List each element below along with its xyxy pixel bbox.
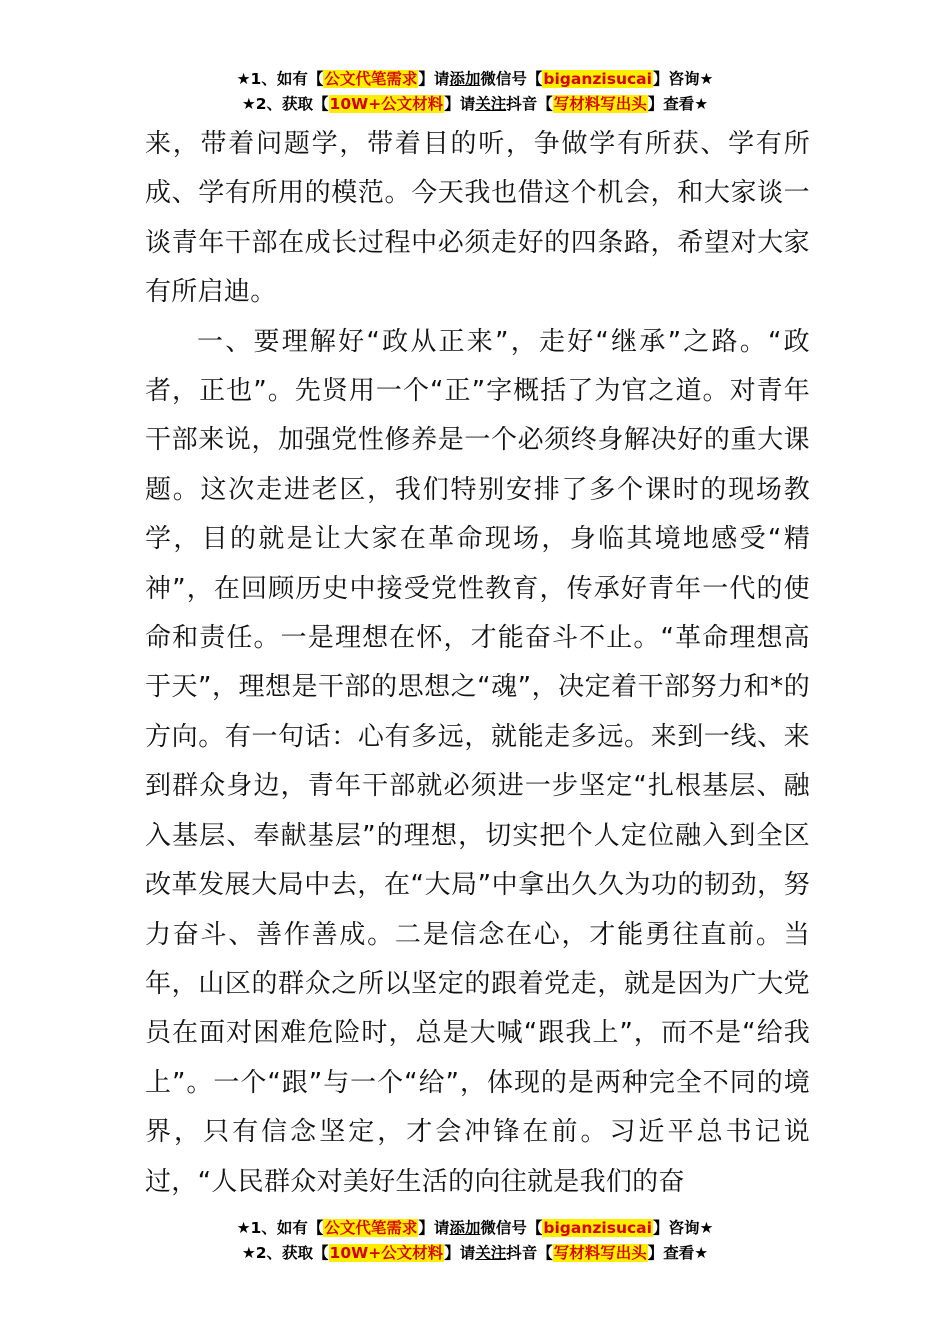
banner-underlined-text: 关注 — [475, 95, 507, 113]
banner-text: 】查看★ — [647, 95, 709, 113]
banner-wechat-id: biganzisucai — [543, 70, 652, 88]
banner-text: ★1、如有【 — [236, 70, 324, 88]
banner-text: 】请 — [418, 1219, 450, 1237]
document-body — [145, 120, 810, 1207]
banner-line-1 — [0, 1216, 950, 1241]
banner-highlight: 10W+公文材料 — [329, 1244, 444, 1262]
banner-text: 】咨询★ — [652, 1219, 714, 1237]
banner-text: ★1、如有【 — [236, 1219, 324, 1237]
banner-line-1 — [0, 67, 950, 92]
banner-wechat-id: biganzisucai — [543, 1219, 652, 1237]
banner-line-2 — [0, 1241, 950, 1266]
banner-underlined-text: 添加 — [449, 70, 481, 88]
banner-text: 】查看★ — [647, 1244, 709, 1262]
banner-text: 抖音【 — [506, 1244, 553, 1262]
banner-text: 】请 — [418, 70, 450, 88]
banner-text: 微信号【 — [480, 1219, 543, 1237]
footer-banner — [0, 1216, 950, 1266]
banner-highlight: 10W+公文材料 — [329, 95, 444, 113]
banner-highlight: 公文代笔需求 — [324, 70, 418, 88]
paragraph-2: 一、要理解好“政从正来”，走好“继承”之路。“政者，正也”。先贤用一个“正”字概括了为官之道。对青年干部来说，加强党性修养是一个必须终身解决好的重大课题。这次走进老区，我们特别安排了多个课时的现场教学，目的就是让大家在革命现场，身临其境地感受“精神”，在回顾历史中接受党性教育，传承好青年一代的使命和责任。一是理想在怀，才能奋斗不止。“革命理想高于天”，理想是干部的思想之“魂”，决定着干部努力和*的方向。有一句话：心有多远，就能走多远。来到一线、来到群众身边，青年干部就必须进一步坚定“扎根基层、融入基层、奉献基层”的理想，切实把个人定位融入到全区改革发展大局中去，在“大局”中拿出久久为功的韧劲，努力奋斗、善作善成。二是信念在心，才能勇往直前。当年，山区的群众之所以坚定的跟着党走，就是因为广大党员在面对困难危险时，总是大喊“跟我上”，而不是“给我上”。一个“跟”与一个“给”，体现的是两种完全不同的境界，只有信念坚定，才会冲锋在前。习近平总书记说过，“人民群众对美好生活的向往就是我们的奋 — [145, 326, 810, 1197]
header-banner — [0, 67, 950, 117]
banner-douyin-id: 写材料写出头 — [553, 95, 647, 113]
paragraph-1: 来，带着问题学，带着目的听，争做学有所获、学有所成、学有所用的模范。今天我也借这个机会，和大家谈一谈青年干部在成长过程中必须走好的四条路，希望对大家有所启迪。 — [145, 129, 810, 308]
banner-text: 抖音【 — [506, 95, 553, 113]
banner-text: 】请 — [444, 95, 476, 113]
banner-text: ★2、获取【 — [241, 95, 329, 113]
banner-text: 】请 — [444, 1244, 476, 1262]
banner-highlight: 公文代笔需求 — [324, 1219, 418, 1237]
banner-underlined-text: 关注 — [475, 1244, 507, 1262]
banner-text: 】咨询★ — [652, 70, 714, 88]
banner-text: ★2、获取【 — [241, 1244, 329, 1262]
banner-line-2 — [0, 92, 950, 117]
banner-douyin-id: 写材料写出头 — [553, 1244, 647, 1262]
banner-text: 微信号【 — [480, 70, 543, 88]
banner-underlined-text: 添加 — [449, 1219, 481, 1237]
